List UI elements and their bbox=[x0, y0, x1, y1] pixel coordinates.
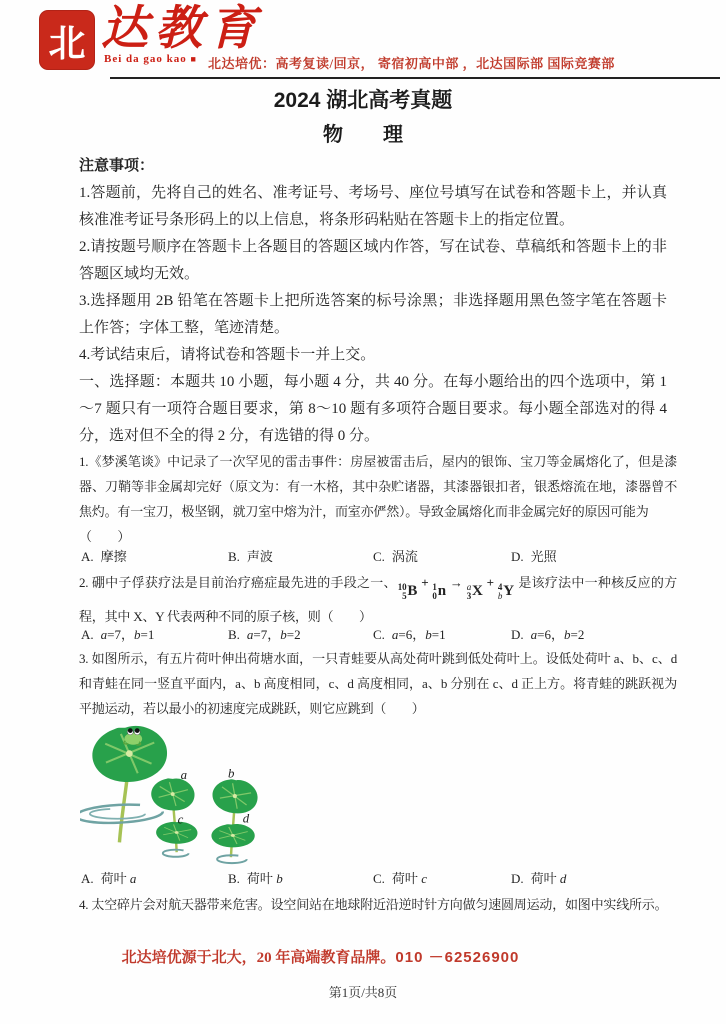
square-icon: ■ bbox=[190, 54, 197, 64]
option-1b: B. 声波 bbox=[228, 549, 273, 564]
plus-sign: + bbox=[421, 575, 429, 590]
lotus-leaf-b bbox=[211, 778, 259, 815]
lotus-pond-figure bbox=[80, 724, 370, 870]
question-1-text: 1.《梦溪笔谈》中记录了一次罕见的雷击事件：房屋被雷击后，屋内的银饰、宝刀等金属熔化了，但是漆器、刀鞘等非金属却完好（原文为：有一木格，其中杂贮诸器，其漆器银扣者，银悉熔流在地，漆器曾不焦灼。有一宝刀，极坚钢，就刀室中熔为汁，而室亦俨然）。导致金属熔化而非金属完好的原因可能为 bbox=[79, 454, 677, 519]
option-3a: A. 荷叶 a bbox=[81, 871, 137, 886]
nuclide-neutron: 1 0 n bbox=[432, 582, 446, 601]
question-1-options bbox=[81, 544, 681, 569]
page-number: 第1页/共8页 bbox=[328, 985, 398, 1000]
lotus-leaf-a bbox=[151, 778, 194, 810]
notice-item-1: 1.答题前，先将自己的姓名、准考证号、考场号、座位号填写在试卷和答题卡上，并认真核准准考证号条形码上的以上信息，将条形码粘贴在答题卡上的指定位置。 bbox=[79, 185, 667, 228]
figure-label-a: a bbox=[180, 768, 188, 783]
figure-label-c: c bbox=[177, 812, 184, 827]
question-2-text-post: 是该疗法中一种核反应的方程，其中 X、Y 代表两种不同的原子核，则（ ） bbox=[79, 575, 677, 624]
reaction-arrow-icon: → bbox=[449, 575, 463, 590]
question-4 bbox=[79, 892, 677, 917]
figure-label-b: b bbox=[227, 766, 235, 781]
question-2 bbox=[79, 570, 677, 629]
plus-sign: + bbox=[486, 575, 494, 590]
subject-title: 物 理 bbox=[323, 124, 403, 146]
option-1a: A. 摩擦 bbox=[81, 549, 127, 564]
brand-script-text: 达教育 bbox=[101, 1, 263, 56]
option-1c: C. 涡流 bbox=[373, 549, 418, 564]
section-heading: 一、选择题：本题共 10 小题，每小题 4 分，共 40 分。在每小题给出的四个选项中，第 1～7 题只有一项符合题目要求，第 8～10 题有多项符合题目要求。每小题全部选对的得 4 分，选对但不全的得 2 分，有选错的得 0 分。 bbox=[79, 374, 667, 444]
option-2d: D. a=6，b=2 bbox=[511, 627, 585, 642]
brand-seal-logo bbox=[40, 11, 94, 69]
question-2-text-pre: 2. 硼中子俘获疗法是目前治疗癌症最先进的手段之一、 bbox=[79, 575, 397, 590]
notice-heading: 注意事项： bbox=[79, 158, 155, 174]
option-2a: A. a=7，b=1 bbox=[81, 627, 155, 642]
question-3-text: 3. 如图所示，有五片荷叶伸出荷塘水面，一只青蛙要从高处荷叶跳到低处荷叶上。设低处荷叶 a、b、c、d 和青蛙在同一竖直平面内，a、b 高度相同，c、d 高度相同，a、b 分别在 c、d 正上方。将青蛙的跳跃视为平抛运动，若以最小的初速度完成跳跃，则它应跳到（ ） bbox=[79, 651, 677, 716]
lotus-leaf-d bbox=[210, 823, 255, 848]
question-3-options bbox=[81, 866, 681, 891]
figure-label-d: d bbox=[242, 811, 250, 826]
option-1d: D. 光照 bbox=[511, 549, 557, 564]
question-1 bbox=[79, 449, 677, 549]
notice-item-4: 4.考试结束后，请将试卷和答题卡一并上交。 bbox=[79, 347, 376, 363]
footer-slogan: 北达培优源于北大，20 年高端教育品牌。010 －62526900 bbox=[121, 949, 520, 966]
option-3d: D. 荷叶 d bbox=[511, 871, 567, 886]
notice-item-2: 2.请按题号顺序在答题卡上各题目的答题区域内作答，写在试卷、草稿纸和答题卡上的非答题区域均无效。 bbox=[79, 239, 667, 282]
option-3b: B. 荷叶 b bbox=[228, 871, 283, 886]
footer-years: 20 bbox=[256, 950, 272, 966]
option-2c: C. a=6，b=1 bbox=[373, 627, 446, 642]
option-2b: B. a=7，b=2 bbox=[228, 627, 301, 642]
notice-item-3: 3.选择题用 2B 铅笔在答题卡上把所选答案的标号涂黑；非选择题用黑色签字笔在答题卡上作答；字体工整，笔迹清楚。 bbox=[79, 293, 667, 336]
nuclide-boron: 10 5 B bbox=[397, 582, 418, 601]
notice-block bbox=[79, 153, 667, 450]
nuclide-y: 4 b Y bbox=[497, 582, 514, 601]
nuclide-x: a 3 X bbox=[466, 582, 483, 601]
option-3c: C. 荷叶 c bbox=[373, 871, 427, 886]
question-2-options bbox=[81, 622, 681, 647]
header-slogan: 北达培优：高考复读/回京， 寄宿初高中部 ，北达国际部 国际竞赛部 bbox=[208, 56, 615, 71]
seal-character: 北 bbox=[48, 24, 86, 65]
question-4-text: 4. 太空碎片会对航天器带来危害。设空间站在地球附近沿逆时针方向做匀速圆周运动，如图中实线所示。 bbox=[79, 897, 668, 912]
question-3 bbox=[79, 646, 677, 721]
brand-pinyin: Bei da gao kao ■ bbox=[104, 53, 197, 65]
phone-number: 010 －62526900 bbox=[395, 949, 520, 966]
answer-bracket: （ ） bbox=[79, 529, 131, 544]
header-divider bbox=[110, 77, 720, 79]
page-title: 2024 湖北高考真题 bbox=[273, 89, 453, 112]
